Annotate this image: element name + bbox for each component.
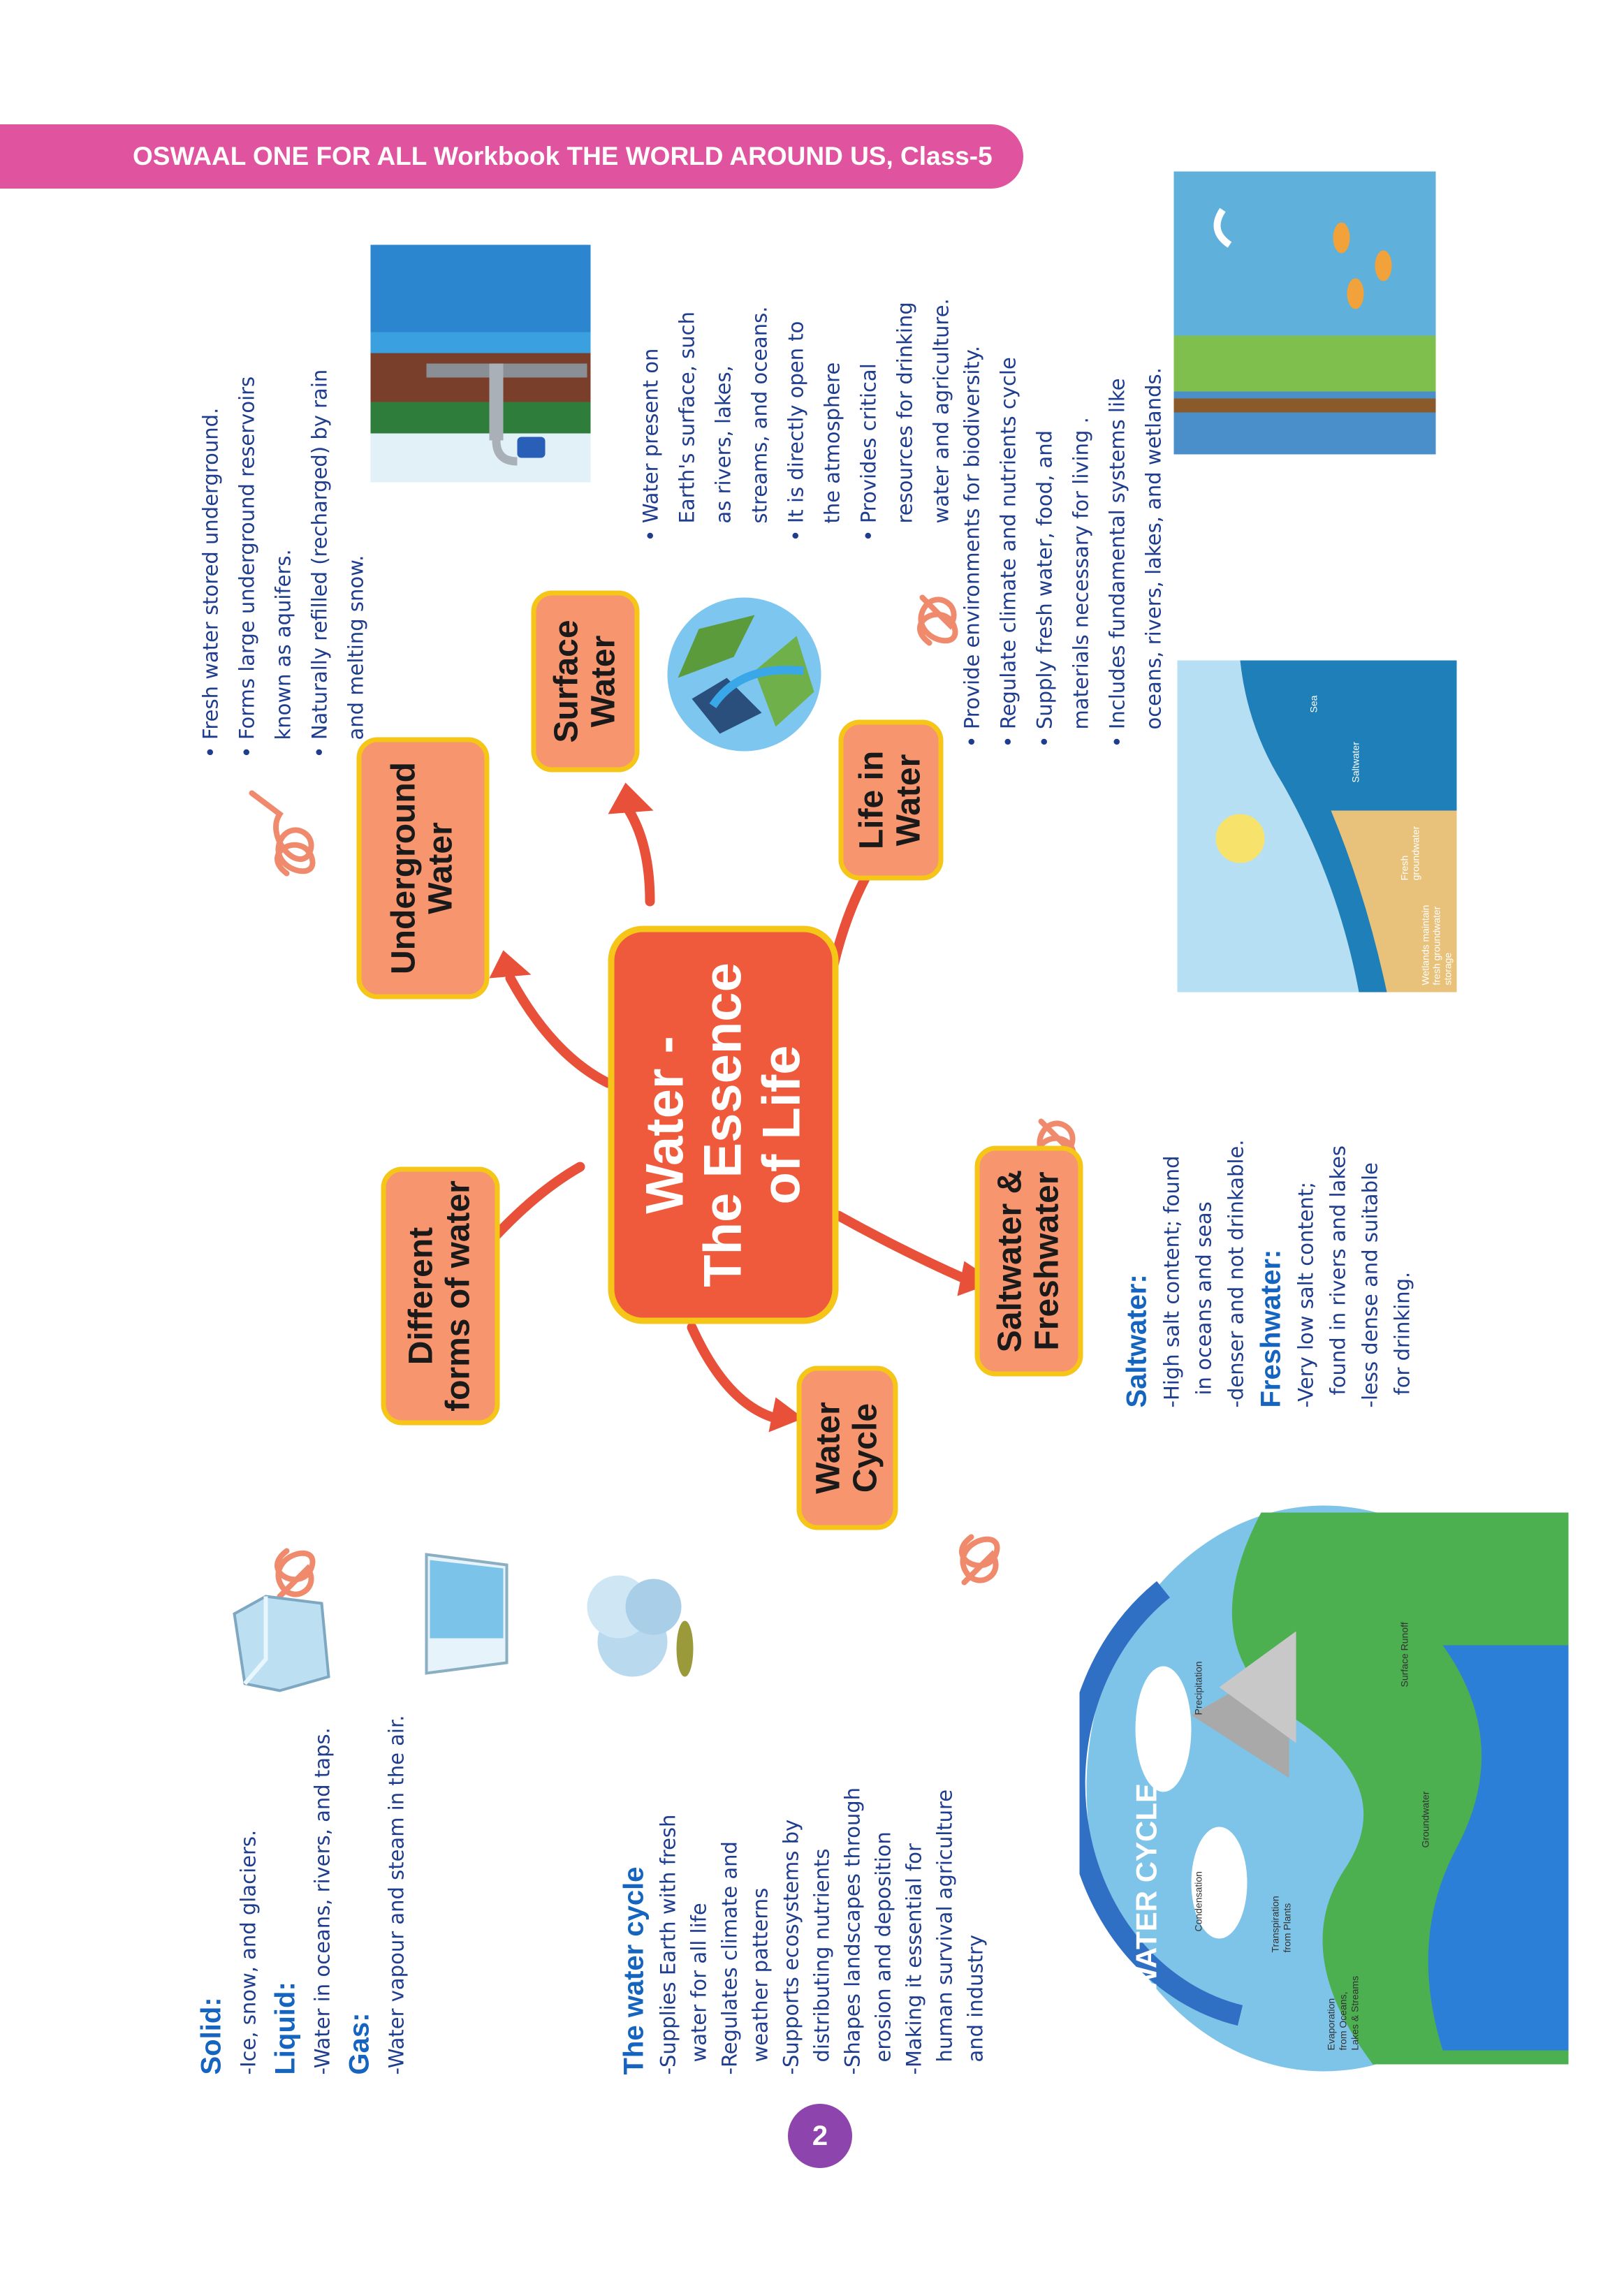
label-evaporation-1: Evaporation — [1325, 1998, 1336, 2050]
arrow-to-salt — [838, 1215, 964, 1278]
arrowhead-surface — [608, 782, 653, 814]
life-bullet-2: • Regulate climate and nutrients cycle — [990, 244, 1026, 747]
node-surface-line-1: Surface — [547, 619, 585, 743]
label-fresh-1: Fresh — [1398, 855, 1410, 880]
wetland-diagram-illustration — [1177, 660, 1456, 992]
underground-bullet-3a: • Naturally refilled (recharged) by rain — [301, 185, 337, 758]
label-caption-3: storage — [1442, 952, 1453, 985]
surface-bullet-3b: resources for drinking — [893, 301, 916, 523]
curl-underground — [251, 793, 312, 873]
label-evaporation-2: from Oceans, — [1337, 1991, 1348, 2050]
node-saltwater-freshwater — [974, 1145, 1083, 1376]
water-vapour-illustration — [569, 1551, 695, 1690]
node-cycle-line-2: Cycle — [846, 1403, 884, 1493]
arrow-to-underground — [510, 978, 608, 1083]
cycle-line-11: and industry — [963, 1934, 987, 2062]
arrow-to-cycle — [692, 1327, 775, 1418]
label-caption-2: fresh groundwater — [1431, 906, 1442, 985]
label-transpiration-2: from Plants — [1281, 1903, 1292, 1952]
node-life-in-water — [838, 719, 943, 880]
node-forms-line-1: Different — [402, 1227, 440, 1365]
node-salt-line-1: Saltwater & — [990, 1169, 1028, 1352]
cycle-line-10: human survival agriculture — [932, 1789, 956, 2062]
curl-life — [919, 597, 955, 643]
surface-bullet-3a: • Provides critical — [850, 234, 886, 541]
cycle-line-9: -Making it essential for — [902, 1843, 926, 2074]
surface-notes — [632, 234, 959, 541]
label-fresh-2: groundwater — [1410, 826, 1421, 880]
freshwater-line-3: -less dense and suitable — [1358, 1162, 1382, 1407]
saltwater-line-2: in oceans and seas — [1192, 1201, 1215, 1395]
label-evaporation-3: Lakes & Streams — [1349, 1975, 1360, 2050]
node-life-line-2: Water — [890, 754, 927, 846]
label-caption-1: Wetlands maintain — [1419, 905, 1431, 985]
arrowhead-underground — [489, 950, 531, 978]
water-cycle-illustration — [1079, 1498, 1568, 2078]
gas-heading: Gas: — [344, 2012, 374, 2074]
earth-illustration — [664, 594, 824, 754]
water-glass-illustration — [412, 1547, 517, 1680]
life-bullet-4b: oceans, rivers, lakes, and wetlands. — [1141, 367, 1165, 729]
center-line-3: of Life — [751, 1045, 811, 1204]
center-line-1: Water - — [634, 1035, 694, 1214]
life-bullet-3b: materials necessary for living . — [1069, 416, 1092, 729]
pond-illustration — [1173, 171, 1435, 454]
surface-bullet-2b: the atmosphere — [820, 362, 844, 523]
label-groundwater: Groundwater — [1419, 1791, 1431, 1847]
node-underground-water — [356, 737, 489, 999]
arrow-to-surface — [629, 810, 650, 901]
node-surface-water — [531, 590, 639, 772]
surface-bullet-2a: • It is directly open to — [777, 234, 814, 541]
cycle-line-6: distributing nutrients — [810, 1848, 833, 2062]
label-transpiration-1: Transpiration — [1269, 1895, 1280, 1952]
freshwater-line-2: found in rivers and lakes — [1326, 1145, 1349, 1395]
underground-bullet-1: • Fresh water stored underground. — [192, 185, 228, 758]
page-number-badge: 2 — [788, 2104, 852, 2168]
liquid-text: -Water in oceans, rivers, and taps. — [310, 1727, 334, 2074]
solid-text: -Ice, snow, and glaciers. — [236, 1829, 260, 2074]
liquid-heading: Liquid: — [270, 1981, 300, 2074]
center-topic — [608, 925, 838, 1324]
node-salt-line-2: Freshwater — [1027, 1171, 1065, 1351]
cycle-line-8: erosion and deposition — [871, 1831, 895, 2062]
hand-pump-illustration — [370, 244, 590, 482]
saltwater-line-3: -denser and not drinkable. — [1224, 1139, 1248, 1407]
water-cycle-title: WATER CYCLE — [1129, 1782, 1162, 1994]
freshwater-heading: Freshwater: — [1255, 1249, 1286, 1407]
cycle-heading: The water cycle — [618, 1866, 649, 2074]
saltwater-line-1: -High salt content; found — [1160, 1155, 1183, 1407]
life-bullet-4a: • Includes fundamental systems like — [1099, 244, 1135, 747]
header-title: OSWAAL ONE FOR ALL Workbook THE WORLD AROUND US, Class-5 — [133, 142, 993, 170]
curl-cycle — [961, 1537, 997, 1582]
freshwater-line-4: for drinking. — [1390, 1271, 1414, 1395]
label-precipitation: Precipitation — [1192, 1660, 1204, 1715]
node-underground-line-2: Water — [422, 821, 459, 914]
cycle-line-2: water for all life — [687, 1902, 710, 2062]
gas-text: -Water vapour and steam in the air. — [384, 1715, 408, 2074]
node-water-cycle — [796, 1366, 898, 1530]
cycle-line-4: weather patterns — [748, 1887, 772, 2062]
surface-bullet-1d: streams, and oceans. — [747, 306, 771, 523]
solid-heading: Solid: — [196, 1996, 226, 2074]
cycle-line-1: -Supplies Earth with fresh — [656, 1814, 680, 2074]
node-surface-line-2: Water — [584, 635, 622, 727]
life-bullet-3a: • Supply fresh water, food, and — [1026, 244, 1062, 747]
label-condensation: Condensation — [1192, 1871, 1204, 1931]
label-surface-runoff: Surface Runoff — [1398, 1621, 1410, 1687]
ice-cube-illustration — [224, 1582, 335, 1701]
cycle-notes — [615, 1641, 990, 2074]
label-saltwater: Saltwater — [1349, 741, 1361, 782]
center-line-2: The Essence — [693, 962, 753, 1287]
cycle-line-5: -Supports ecosystems by — [779, 1819, 803, 2074]
underground-notes — [192, 185, 374, 758]
surface-bullet-1b: Earth's surface, such — [675, 311, 698, 523]
surface-bullet-1a: • Water present on — [632, 234, 668, 541]
surface-bullet-3c: water and agriculture. — [929, 298, 953, 523]
freshwater-line-1: -Very low salt content; — [1294, 1181, 1317, 1407]
surface-bullet-1c: as rivers, lakes, — [711, 365, 735, 523]
node-forms-line-2: forms of water — [439, 1180, 476, 1412]
underground-bullet-2a: • Forms large underground reservoirs — [228, 185, 265, 758]
underground-bullet-2b: known as aquifers. — [271, 548, 295, 740]
cycle-line-7: -Shapes landscapes through — [840, 1787, 864, 2074]
saltwater-heading: Saltwater: — [1121, 1273, 1152, 1407]
node-cycle-line-1: Water — [809, 1401, 847, 1494]
life-bullet-1: • Provide environments for biodiversity. — [953, 244, 990, 747]
node-different-forms — [381, 1166, 499, 1425]
node-underground-line-1: Underground — [385, 761, 423, 974]
underground-bullet-3b: and melting snow. — [344, 555, 367, 740]
life-notes — [953, 244, 1171, 747]
label-sea: Sea — [1308, 695, 1319, 712]
cycle-line-3: -Regulates climate and — [717, 1840, 741, 2074]
node-life-line-1: Life in — [853, 750, 891, 849]
